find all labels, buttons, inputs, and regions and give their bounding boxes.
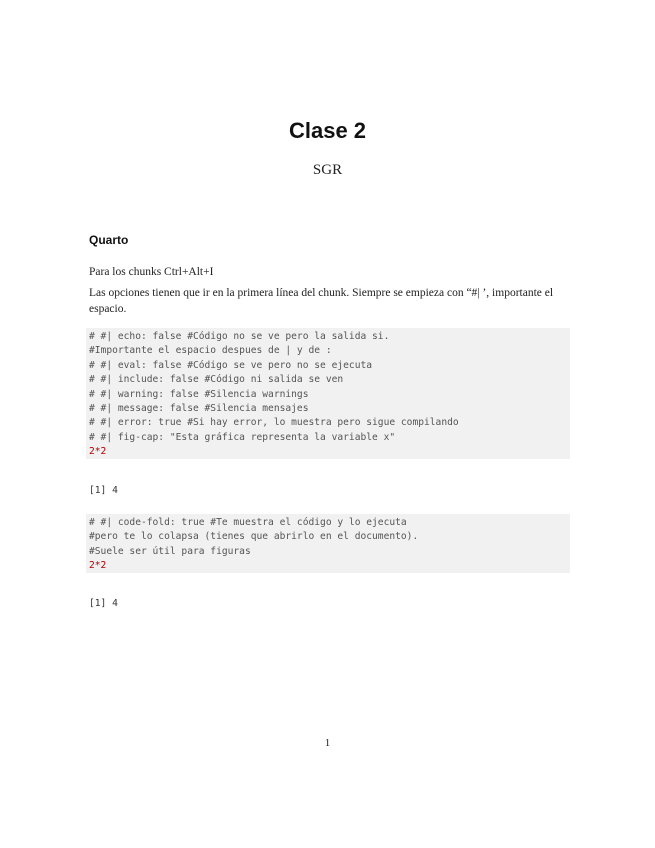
code-output: [1] 4 (89, 485, 118, 496)
code-line: # #| include: false #Código ni salida se ven (89, 374, 344, 386)
code-block-code-fold (86, 514, 570, 573)
code-line: # #| warning: false #Silencia warnings (89, 388, 309, 400)
code-expression: 2*2 (89, 560, 107, 572)
paragraph-options: Las opciones tienen que ir en la primera línea del chunk. Siempre se empieza con “#| ’, importante el espacio. (89, 287, 554, 315)
code-line: #Importante el espacio despues de | y de : (89, 345, 332, 357)
code-line: #pero te lo colapsa (tienes que abrirlo en el documento). (89, 531, 419, 543)
document-author: SGR (312, 162, 343, 178)
paragraph-shortcut: Para los chunks Ctrl+Alt+I (89, 266, 214, 278)
code-line: # #| message: false #Silencia mensajes (89, 403, 309, 415)
code-expression: 2*2 (89, 446, 107, 458)
code-output: [1] 4 (89, 598, 118, 609)
code-line: # #| echo: false #Código no se ve pero la salida si. (89, 331, 390, 342)
code-line: # #| code-fold: true #Te muestra el código y lo ejecuta (89, 517, 407, 528)
code-line: #Suele ser útil para figuras (89, 545, 251, 557)
page-number: 1 (324, 737, 331, 749)
document-title: Clase 2 (288, 118, 367, 143)
code-line: # #| eval: false #Código se ve pero no se ejecuta (89, 359, 373, 371)
code-line: # #| error: true #Si hay error, lo muestra pero sigue compilando (89, 417, 459, 429)
code-line: # #| fig-cap: "Esta gráfica representa la variable x" (89, 431, 396, 443)
section-heading: Quarto (89, 233, 129, 247)
code-block-options (86, 328, 570, 459)
